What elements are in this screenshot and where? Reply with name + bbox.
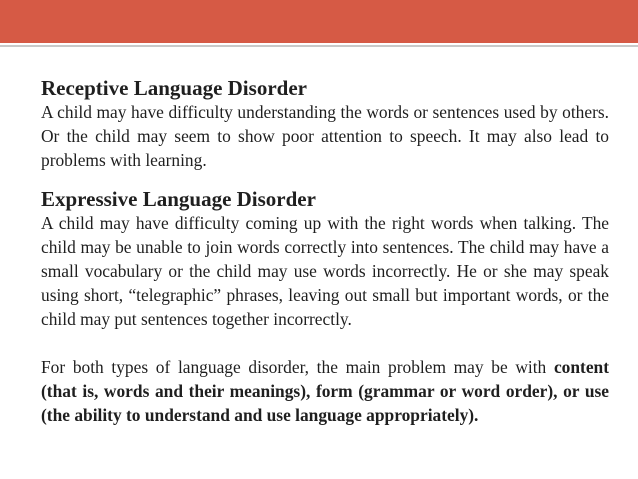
paragraph-receptive: A child may have difficulty understanding the words or sentences used by others. Or the child may seem to show poor attention to speech. It may also lead to problems with learning.	[41, 102, 609, 170]
heading-expressive: Expressive Language Disorder	[41, 187, 316, 211]
heading-receptive: Receptive Language Disorder	[41, 76, 307, 100]
title-bar	[0, 0, 638, 43]
slide-content	[41, 76, 609, 427]
paragraph-expressive: A child may have difficulty coming up with the right words when talking. The child may be unable to join words correctly into sentences. The child may have a small vocabulary or the child may use words incorrectly. He or she may speak using short, “telegraphic” phrases, leaving out small but important words, or the child may put sentences together incorrectly.	[41, 213, 609, 329]
both-types-emphasis: content (that is, words and their meanings), form (grammar or word order), or use (the ability to understand and use language appropriately).	[41, 357, 609, 425]
divider	[0, 45, 638, 47]
paragraph-both-types	[41, 355, 609, 427]
both-types-intro: For both types of language disorder, the main problem may be with	[41, 357, 547, 377]
spacer	[41, 331, 609, 355]
